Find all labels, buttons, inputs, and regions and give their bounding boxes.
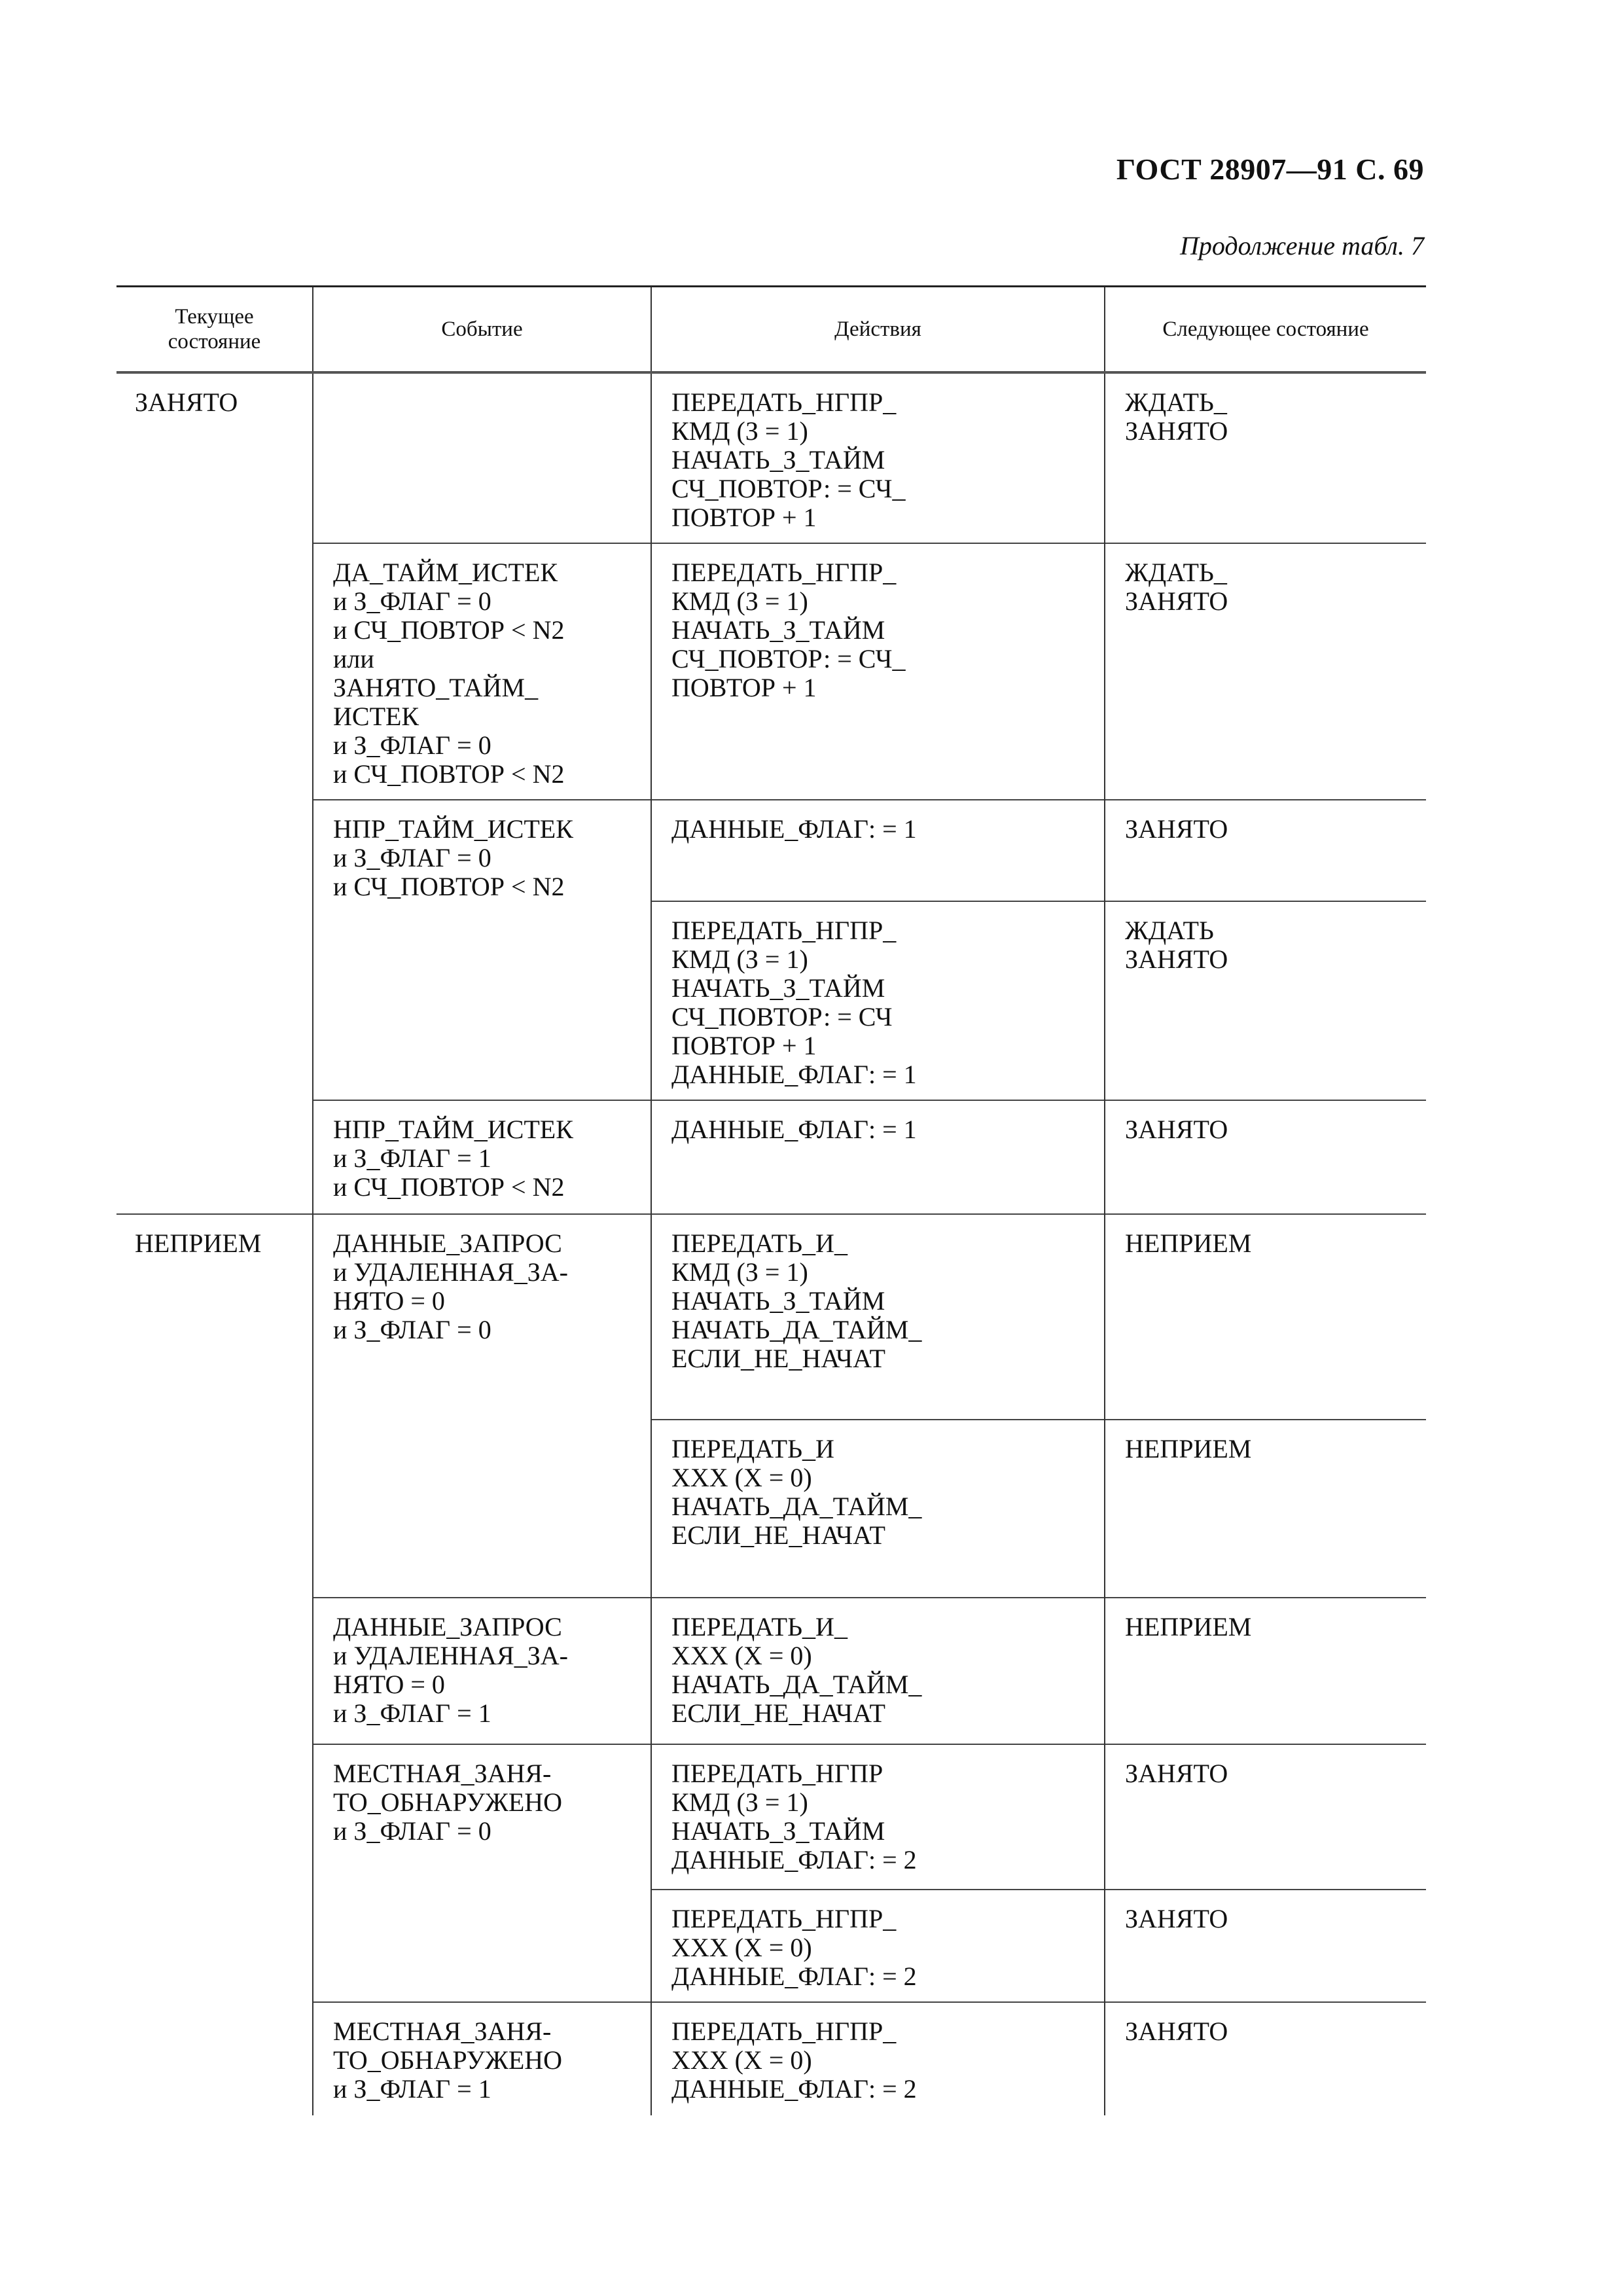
event-line: ДАННЫЕ_ЗАПРОС <box>333 1229 562 1258</box>
action-line: НАЧАТЬ_З_ТАЙМ <box>671 445 885 475</box>
event-line: ИСТЕК <box>333 702 419 731</box>
event-line: ЗАНЯТО_ТАЙМ_ <box>333 673 539 702</box>
actions-cell <box>651 1890 1105 2002</box>
next-state-line: ЗАНЯТО <box>1125 1115 1228 1144</box>
next-state-cell-content <box>1105 902 1426 974</box>
event-cell <box>313 2002 651 2115</box>
event-line: НЯТО = 0 <box>333 1670 445 1699</box>
action-line: СЧ_ПОВТОР: = СЧ_ <box>671 474 906 503</box>
action-line: КМД (З = 1) <box>671 416 808 446</box>
event-cell <box>313 1420 651 1598</box>
event-line: и З_ФЛАГ = 0 <box>333 730 491 760</box>
action-line: ДАННЫЕ_ФЛАГ: = 2 <box>671 1962 917 1991</box>
table-row <box>116 1214 1426 1420</box>
action-line: ПЕРЕДАТЬ_НГПР_ <box>671 916 897 945</box>
action-line: ХХХ (Х = 0) <box>671 1463 812 1492</box>
actions-cell-content <box>652 1745 1104 1874</box>
header-current-state-line: Текущее <box>175 305 254 329</box>
state-cell-content <box>116 1890 312 1904</box>
next-state-cell-content <box>1105 1890 1426 1933</box>
next-state-cell-content <box>1105 1420 1426 1463</box>
actions-cell <box>651 1100 1105 1214</box>
action-line: ПЕРЕДАТЬ_НГПР_ <box>671 1904 897 1933</box>
action-line: КМД (З = 1) <box>671 944 808 974</box>
action-line: ХХХ (Х = 0) <box>671 1641 812 1670</box>
action-line: НАЧАТЬ_З_ТАЙМ <box>671 1286 885 1316</box>
event-line: и З_ФЛАГ = 0 <box>333 586 491 616</box>
actions-cell-content <box>652 2003 1104 2104</box>
state-cell-content <box>116 1420 312 1434</box>
event-line: и СЧ_ПОВТОР < N2 <box>333 615 565 645</box>
next-state-cell <box>1105 1744 1426 1890</box>
next-state-cell-content <box>1105 1598 1426 1641</box>
action-line: ПОВТОР + 1 <box>671 1031 817 1060</box>
event-cell <box>313 372 651 543</box>
table-row <box>116 1744 1426 1890</box>
state-cell-content <box>116 2002 312 2017</box>
action-line: ХХХ (Х = 0) <box>671 2045 812 2075</box>
event-line: и СЧ_ПОВТОР < N2 <box>333 759 565 789</box>
event-cell <box>313 1100 651 1214</box>
event-line: ТО_ОБНАРУЖЕНО <box>333 1787 563 1817</box>
state-cell-content <box>116 1598 312 1612</box>
actions-cell-content <box>652 902 1104 1089</box>
next-state-cell <box>1105 1598 1426 1744</box>
action-line: НАЧАТЬ_ДА_ТАЙМ_ <box>671 1492 922 1521</box>
action-line: ЕСЛИ_НЕ_НАЧАТ <box>671 1344 885 1373</box>
action-line: КМД (З = 1) <box>671 1787 808 1817</box>
next-state-cell <box>1105 2002 1426 2115</box>
event-line: и З_ФЛАГ = 0 <box>333 1315 491 1344</box>
table-row <box>116 1598 1426 1744</box>
next-state-line: ЗАНЯТО <box>1125 1759 1228 1788</box>
actions-cell <box>651 1744 1105 1890</box>
state-cell <box>116 1214 313 1420</box>
next-state-cell-content <box>1105 1101 1426 1144</box>
action-line: НАЧАТЬ_З_ТАЙМ <box>671 1816 885 1846</box>
actions-cell <box>651 901 1105 1100</box>
event-cell-content <box>313 1101 651 1202</box>
actions-cell <box>651 1598 1105 1744</box>
header-event-label: Событие <box>441 317 523 341</box>
next-state-cell <box>1105 1214 1426 1420</box>
action-line: ДАННЫЕ_ФЛАГ: = 1 <box>671 1115 917 1144</box>
event-cell <box>313 1214 651 1420</box>
event-cell-content <box>313 374 651 388</box>
action-line: КМД (З = 1) <box>671 1257 808 1287</box>
actions-cell <box>651 1420 1105 1598</box>
table-row <box>116 1890 1426 2002</box>
event-line: и З_ФЛАГ = 0 <box>333 1816 491 1846</box>
next-state-line: НЕПРИЕМ <box>1125 1229 1252 1258</box>
next-state-cell <box>1105 1100 1426 1214</box>
header-actions <box>651 287 1105 373</box>
action-line: ПЕРЕДАТЬ_НГПР_ <box>671 558 897 587</box>
action-line: ПОВТОР + 1 <box>671 503 817 532</box>
event-line: ТО_ОБНАРУЖЕНО <box>333 2045 563 2075</box>
action-line: ПОВТОР + 1 <box>671 673 817 702</box>
action-line: НАЧАТЬ_З_ТАЙМ <box>671 973 885 1003</box>
state-cell <box>116 1744 313 1890</box>
table-row <box>116 543 1426 800</box>
state-cell <box>116 1598 313 1744</box>
event-line: и З_ФЛАГ = 1 <box>333 1143 491 1173</box>
event-cell-content <box>313 1420 651 1434</box>
event-cell <box>313 1890 651 2002</box>
event-line: и З_ФЛАГ = 1 <box>333 1698 491 1728</box>
header-next-state-label: Следующее состояние <box>1162 317 1369 341</box>
action-line: ЕСЛИ_НЕ_НАЧАТ <box>671 1520 885 1550</box>
next-state-line: ЖДАТЬ_ <box>1125 387 1227 417</box>
actions-cell <box>651 372 1105 543</box>
header-next-state <box>1105 287 1426 373</box>
next-state-cell <box>1105 1420 1426 1598</box>
event-cell-content <box>313 544 651 789</box>
next-state-cell <box>1105 901 1426 1100</box>
table-row <box>116 901 1426 1100</box>
action-line: КМД (З = 1) <box>671 586 808 616</box>
action-line: НАЧАТЬ_ДА_ТАЙМ_ <box>671 1670 922 1699</box>
event-cell-content <box>313 1745 651 1846</box>
state-cell <box>116 543 313 800</box>
state-line: НЕПРИЕМ <box>135 1229 262 1258</box>
event-cell-content <box>313 1215 651 1344</box>
actions-cell <box>651 800 1105 901</box>
state-cell-content <box>116 543 312 558</box>
event-cell <box>313 1744 651 1890</box>
state-cell <box>116 372 313 543</box>
event-line: МЕСТНАЯ_ЗАНЯ- <box>333 2017 552 2046</box>
event-line: и УДАЛЕННАЯ_ЗА- <box>333 1641 569 1670</box>
table-row <box>116 800 1426 901</box>
event-cell-content <box>313 800 651 901</box>
state-cell <box>116 1420 313 1598</box>
table-row <box>116 2002 1426 2115</box>
next-state-line: ЖДАТЬ <box>1125 916 1214 945</box>
actions-cell <box>651 543 1105 800</box>
state-cell-content <box>116 1100 312 1115</box>
header-current-state <box>116 287 313 373</box>
state-cell <box>116 901 313 1100</box>
actions-cell-content <box>652 1890 1104 1991</box>
next-state-line: НЕПРИЕМ <box>1125 1434 1252 1463</box>
state-cell <box>116 1890 313 2002</box>
action-line: ДАННЫЕ_ФЛАГ: = 2 <box>671 1845 917 1874</box>
action-line: ПЕРЕДАТЬ_НГПР_ <box>671 387 897 417</box>
next-state-line: ЖДАТЬ_ <box>1125 558 1227 587</box>
table-continuation-label: Продолжение табл. 7 <box>1179 231 1424 260</box>
next-state-cell <box>1105 800 1426 901</box>
action-line: ХХХ (Х = 0) <box>671 1933 812 1962</box>
next-state-cell-content <box>1105 800 1426 844</box>
state-cell-content <box>116 1744 312 1759</box>
event-cell-content <box>313 2003 651 2104</box>
event-cell-content <box>313 901 651 916</box>
actions-cell-content <box>652 1420 1104 1550</box>
state-cell <box>116 800 313 901</box>
actions-cell-content <box>652 1215 1104 1373</box>
action-line: СЧ_ПОВТОР: = СЧ <box>671 1002 893 1031</box>
next-state-cell-content <box>1105 2003 1426 2046</box>
next-state-cell <box>1105 1890 1426 2002</box>
state-cell-content <box>116 901 312 916</box>
table-row <box>116 1420 1426 1598</box>
action-line: ПЕРЕДАТЬ_И_ <box>671 1229 847 1258</box>
event-line: НПР_ТАЙМ_ИСТЕК <box>333 814 573 844</box>
actions-cell-content <box>652 800 1104 844</box>
state-cell <box>116 2002 313 2115</box>
action-line: НАЧАТЬ_ДА_ТАЙМ_ <box>671 1315 922 1344</box>
action-line: ПЕРЕДАТЬ_НГПР <box>671 1759 883 1788</box>
actions-cell-content <box>652 1598 1104 1728</box>
state-cell-content <box>116 800 312 814</box>
next-state-cell-content <box>1105 544 1426 616</box>
action-line: ДАННЫЕ_ФЛАГ: = 1 <box>671 1060 917 1089</box>
document-reference: ГОСТ 28907—91 С. 69 <box>1116 152 1424 186</box>
actions-cell <box>651 2002 1105 2115</box>
action-line: ПЕРЕДАТЬ_И <box>671 1434 834 1463</box>
event-line: НПР_ТАЙМ_ИСТЕК <box>333 1115 573 1144</box>
next-state-cell <box>1105 543 1426 800</box>
event-line: ДА_ТАЙМ_ИСТЕК <box>333 558 558 587</box>
actions-cell <box>651 1214 1105 1420</box>
event-cell <box>313 800 651 901</box>
state-cell-content <box>116 374 312 417</box>
next-state-line: ЗАНЯТО <box>1125 1904 1228 1933</box>
next-state-line: ЗАНЯТО <box>1125 814 1228 844</box>
action-line: ДАННЫЕ_ФЛАГ: = 1 <box>671 814 917 844</box>
next-state-cell-content <box>1105 374 1426 446</box>
action-line: ДАННЫЕ_ФЛАГ: = 2 <box>671 2074 917 2104</box>
table-row <box>116 372 1426 543</box>
event-line: и УДАЛЕННАЯ_ЗА- <box>333 1257 569 1287</box>
header-actions-label: Действия <box>834 317 921 341</box>
next-state-line: ЗАНЯТО <box>1125 2017 1228 2046</box>
action-line: ЕСЛИ_НЕ_НАЧАТ <box>671 1698 885 1728</box>
next-state-line: НЕПРИЕМ <box>1125 1612 1252 1641</box>
next-state-cell-content <box>1105 1745 1426 1788</box>
state-cell-content <box>116 1215 312 1258</box>
event-line: или <box>333 644 374 673</box>
event-line: ДАННЫЕ_ЗАПРОС <box>333 1612 562 1641</box>
next-state-line: ЗАНЯТО <box>1125 586 1228 616</box>
event-line: и З_ФЛАГ = 1 <box>333 2074 491 2104</box>
event-line: НЯТО = 0 <box>333 1286 445 1316</box>
state-transition-table <box>116 285 1426 2115</box>
action-line: СЧ_ПОВТОР: = СЧ_ <box>671 644 906 673</box>
state-cell <box>116 1100 313 1214</box>
action-line: НАЧАТЬ_З_ТАЙМ <box>671 615 885 645</box>
event-line: и СЧ_ПОВТОР < N2 <box>333 1172 565 1202</box>
header-current-state-line: состояние <box>168 330 261 353</box>
next-state-cell <box>1105 372 1426 543</box>
action-line: ПЕРЕДАТЬ_НГПР_ <box>671 2017 897 2046</box>
actions-cell-content <box>652 544 1104 702</box>
actions-cell-content <box>652 374 1104 532</box>
event-line: и СЧ_ПОВТОР < N2 <box>333 872 565 901</box>
event-cell <box>313 543 651 800</box>
event-cell <box>313 901 651 1100</box>
next-state-line: ЗАНЯТО <box>1125 416 1228 446</box>
table-row <box>116 1100 1426 1214</box>
event-cell-content <box>313 1598 651 1728</box>
event-cell <box>313 1598 651 1744</box>
header-event <box>313 287 651 373</box>
event-line: МЕСТНАЯ_ЗАНЯ- <box>333 1759 552 1788</box>
next-state-cell-content <box>1105 1215 1426 1258</box>
next-state-line: ЗАНЯТО <box>1125 944 1228 974</box>
event-line: и З_ФЛАГ = 0 <box>333 843 491 872</box>
state-line: ЗАНЯТО <box>135 387 238 417</box>
event-cell-content <box>313 1890 651 1904</box>
table-header-row <box>116 287 1426 373</box>
action-line: ПЕРЕДАТЬ_И_ <box>671 1612 847 1641</box>
actions-cell-content <box>652 1101 1104 1144</box>
